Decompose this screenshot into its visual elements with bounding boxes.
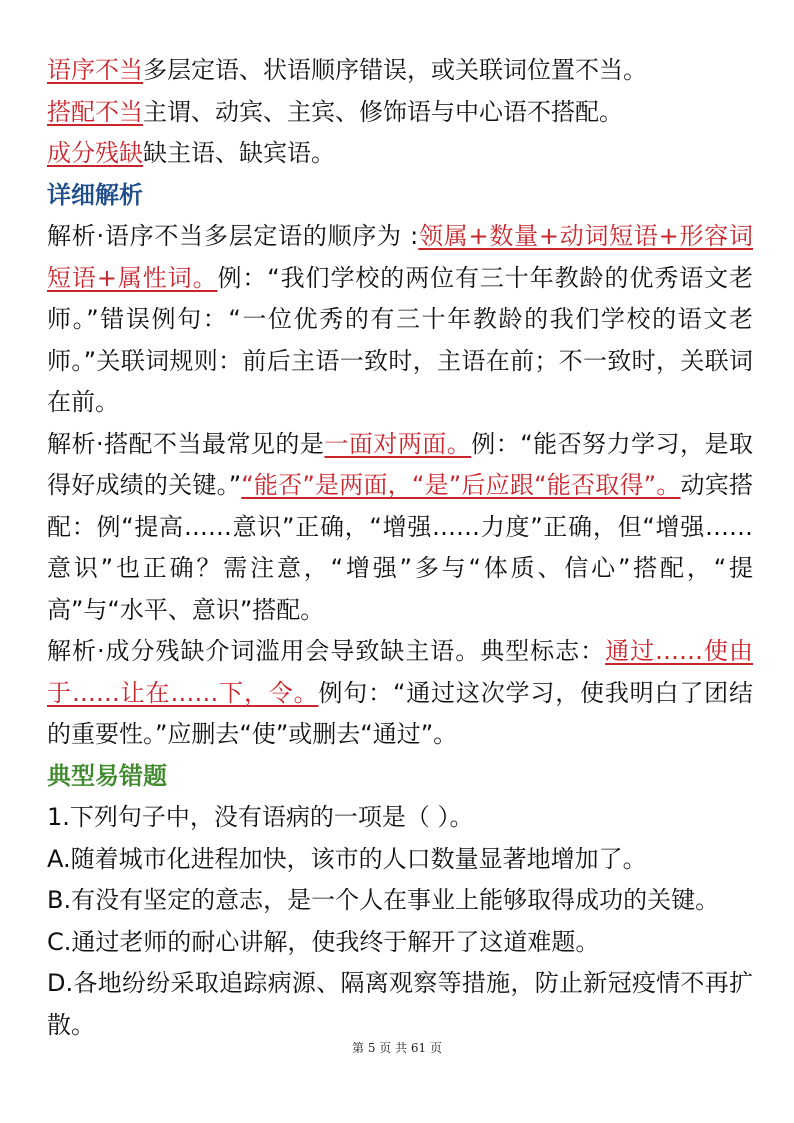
analysis-text: 动宾搭配：例“提高……意识”正确，“增强……力度”正确，但“增强……意识”也正确？需注意，“增强”多与“体质、信心”搭配，“提高”与“水平、意识”搭配。 <box>47 471 753 624</box>
analysis-paragraph-missing <box>47 631 753 756</box>
analysis-text: 解析·搭配不当最常见的是 <box>47 429 325 458</box>
question-option-a: A.随着城市化进程加快，该市的人口数量显著地增加了。 <box>47 844 647 873</box>
definition-text: 多层定语、状语顺序错误，或关联词位置不当。 <box>143 56 647 84</box>
analysis-highlight: 领属+数量+动词短语+形容词短语+属性词。 <box>47 222 754 292</box>
question-option-d: D.各地纷纷采取追踪病源、隔离观察等措施，防止新冠疫情不再扩散。 <box>47 969 753 1039</box>
definition-term: 成分残缺 <box>47 139 143 167</box>
analysis-paragraph-order <box>47 216 753 424</box>
question-option-c: C.通过老师的耐心讲解，使我终于解开了这道难题。 <box>47 927 600 956</box>
page-footer: 第 5 页 共 61 页 <box>352 1041 442 1055</box>
section-heading-detail: 详细解析 <box>47 180 143 209</box>
definition-term: 语序不当 <box>47 56 143 84</box>
definition-line <box>47 50 753 92</box>
analysis-paragraph-collocation <box>47 424 753 632</box>
analysis-highlight: “能否”是两面，“是”后应跟“能否取得”。 <box>241 471 681 499</box>
definition-text: 主谓、动宾、主宾、修饰语与中心语不搭配。 <box>143 97 623 126</box>
analysis-text: 例句：“通过这次学习，使我明白了团结的重要性。”应删去“使”或删去“通过”。 <box>47 678 753 748</box>
analysis-text: 解析·语序不当多层定语的顺序为 : <box>47 222 419 250</box>
definition-term: 搭配不当 <box>47 97 143 126</box>
question-option-b: B.有没有坚定的意志，是一个人在事业上能够取得成功的关键。 <box>47 886 720 914</box>
section-heading-errors: 典型易错题 <box>47 761 167 790</box>
analysis-highlight: 一面对两面。 <box>324 429 472 458</box>
analysis-text: 例：“我们学校的两位有三十年教龄的优秀语文老师。”错误例句：“一位优秀的有三十年教龄的我们学校的语文老师。”关联词规则：前后主语一致时，主语在前；不一致时，关联词在前。 <box>47 263 754 416</box>
definition-line <box>47 92 753 134</box>
analysis-text: 例：“能否努力学习，是取得好成绩的关键。” <box>47 429 753 499</box>
analysis-text: 解析·成分残缺介词滥用会导致缺主语。典型标志： <box>47 637 606 665</box>
page-content <box>47 50 753 1046</box>
definition-text: 缺主语、缺宾语。 <box>143 139 335 167</box>
analysis-highlight: 通过……使由于……让在……下，令。 <box>47 637 753 707</box>
question-stem: 1.下列句子中，没有语病的一项是（ ）。 <box>47 803 474 831</box>
definition-line <box>47 133 753 175</box>
